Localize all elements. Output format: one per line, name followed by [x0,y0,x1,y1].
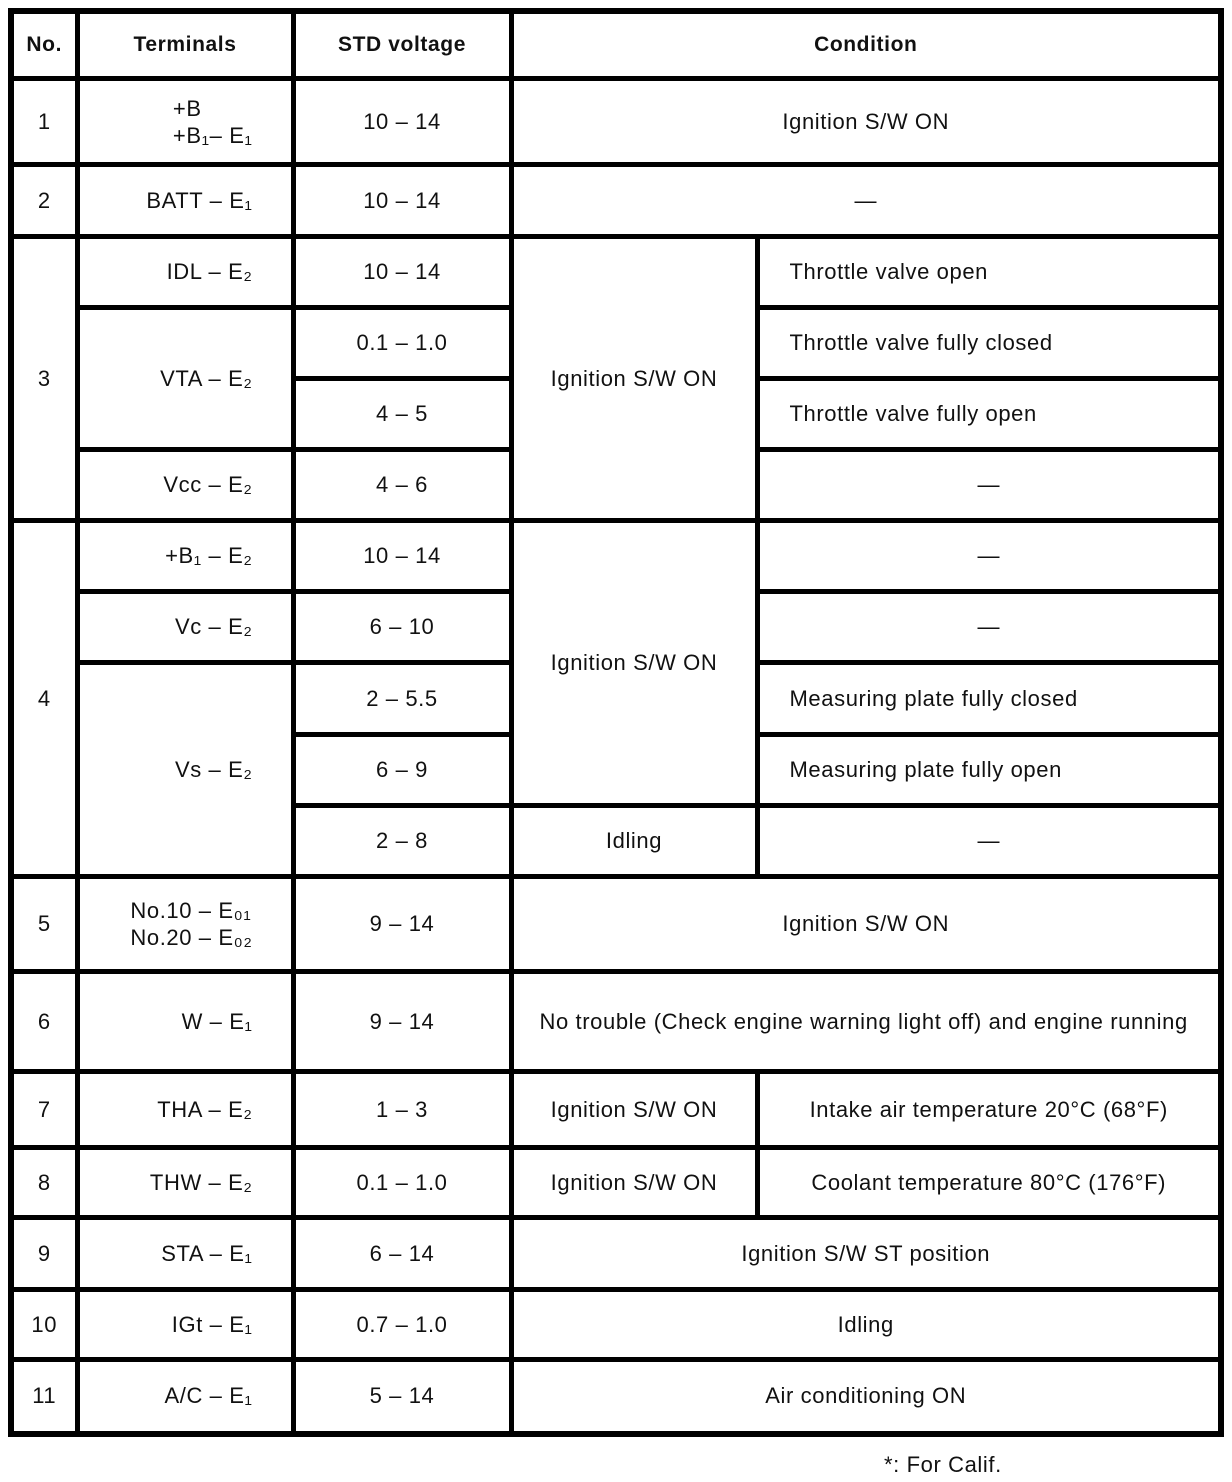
detail-cell: Measuring plate fully open [757,735,1221,806]
voltage-cell: 1 – 3 [293,1072,511,1148]
detail-cell: Coolant temperature 80°C (176°F) [757,1148,1221,1218]
terminal-cell: A/C – E₁ [77,1360,293,1434]
voltage-cell: 9 – 14 [293,972,511,1072]
row-number: 2 [11,165,77,237]
detail-cell: Throttle valve open [757,237,1221,308]
detail-cell: — [757,592,1221,663]
terminal-cell: IDL – E₂ [77,237,293,308]
condition-cell: Ignition S/W ON [511,877,1221,972]
voltage-cell: 0.1 – 1.0 [293,1148,511,1218]
voltage-cell: 6 – 10 [293,592,511,663]
table-row [11,1072,1221,1148]
terminal-cell [77,79,293,165]
voltage-cell: 6 – 14 [293,1218,511,1290]
terminal-cell: Vs – E₂ [77,663,293,877]
detail-cell: Intake air temperature 20°C (68°F) [757,1072,1221,1148]
condition-cell: No trouble (Check engine warning light off) and engine running [511,972,1221,1072]
terminal-line: No.10 – E₀₁ [130,898,252,923]
row-number: 9 [11,1218,77,1290]
condition-cell: Idling [511,1290,1221,1360]
voltage-cell: 6 – 9 [293,735,511,806]
row-number: 3 [11,237,77,521]
row-number: 8 [11,1148,77,1218]
terminal-cell: IGt – E₁ [77,1290,293,1360]
condition-cell: Air conditioning ON [511,1360,1221,1434]
terminal-cell: VTA – E₂ [77,308,293,450]
header-row [11,11,1221,79]
terminal-line: +B [172,95,202,121]
terminal-cell: +B₁ – E₂ [77,521,293,592]
detail-cell: — [757,450,1221,521]
header-terminals: Terminals [77,11,293,79]
condition-cell: — [511,165,1221,237]
terminal-cell: STA – E₁ [77,1218,293,1290]
voltage-cell: 4 – 6 [293,450,511,521]
header-std-voltage: STD voltage [293,11,511,79]
header-condition: Condition [511,11,1221,79]
row-number: 10 [11,1290,77,1360]
condition-cell: Ignition S/W ON [511,237,757,521]
detail-cell: — [757,806,1221,877]
voltage-cell: 0.7 – 1.0 [293,1290,511,1360]
condition-cell: Ignition S/W ON [511,521,757,806]
table-row [11,877,1221,972]
terminal-cell: Vc – E₂ [77,592,293,663]
terminal-line: No.20 – E₀₂ [130,925,253,950]
row-number: 5 [11,877,77,972]
condition-cell: Ignition S/W ON [511,1072,757,1148]
header-no: No. [11,11,77,79]
terminal-cell [77,877,293,972]
table-row [11,165,1221,237]
detail-cell: Throttle valve fully closed [757,308,1221,379]
detail-cell: Measuring plate fully closed [757,663,1221,735]
table-row [11,79,1221,165]
row-number: 7 [11,1072,77,1148]
table-row [11,972,1221,1072]
voltage-cell: 0.1 – 1.0 [293,308,511,379]
condition-cell: Idling [511,806,757,877]
voltage-cell: 5 – 14 [293,1360,511,1434]
table-row [11,1290,1221,1360]
voltage-cell: 4 – 5 [293,379,511,450]
table-row [11,1148,1221,1218]
voltage-cell: 10 – 14 [293,79,511,165]
voltage-cell: 10 – 14 [293,237,511,308]
row-number: 11 [11,1360,77,1434]
voltage-cell: 9 – 14 [293,877,511,972]
table-row [11,521,1221,592]
table-row [11,1218,1221,1290]
detail-cell: Throttle valve fully open [757,379,1221,450]
terminal-cell: W – E₁ [77,972,293,1072]
condition-cell: Ignition S/W ON [511,79,1221,165]
condition-cell: Ignition S/W ON [511,1148,757,1218]
table-row [11,237,1221,308]
terminal-line: +B₁– E₁ [172,122,253,148]
table-row [11,1360,1221,1434]
footnote: *: For Calif. [884,1452,1002,1477]
detail-cell: — [757,521,1221,592]
condition-cell: Ignition S/W ST position [511,1218,1221,1290]
voltage-cell: 2 – 8 [293,806,511,877]
terminal-voltage-table [8,8,1224,1437]
terminal-cell: THA – E₂ [77,1072,293,1148]
row-number: 1 [11,79,77,165]
row-number: 6 [11,972,77,1072]
voltage-cell: 10 – 14 [293,165,511,237]
terminal-cell: Vcc – E₂ [77,450,293,521]
terminal-cell: THW – E₂ [77,1148,293,1218]
row-number: 4 [11,521,77,877]
terminal-cell: BATT – E₁ [77,165,293,237]
voltage-cell: 10 – 14 [293,521,511,592]
voltage-cell: 2 – 5.5 [293,663,511,735]
